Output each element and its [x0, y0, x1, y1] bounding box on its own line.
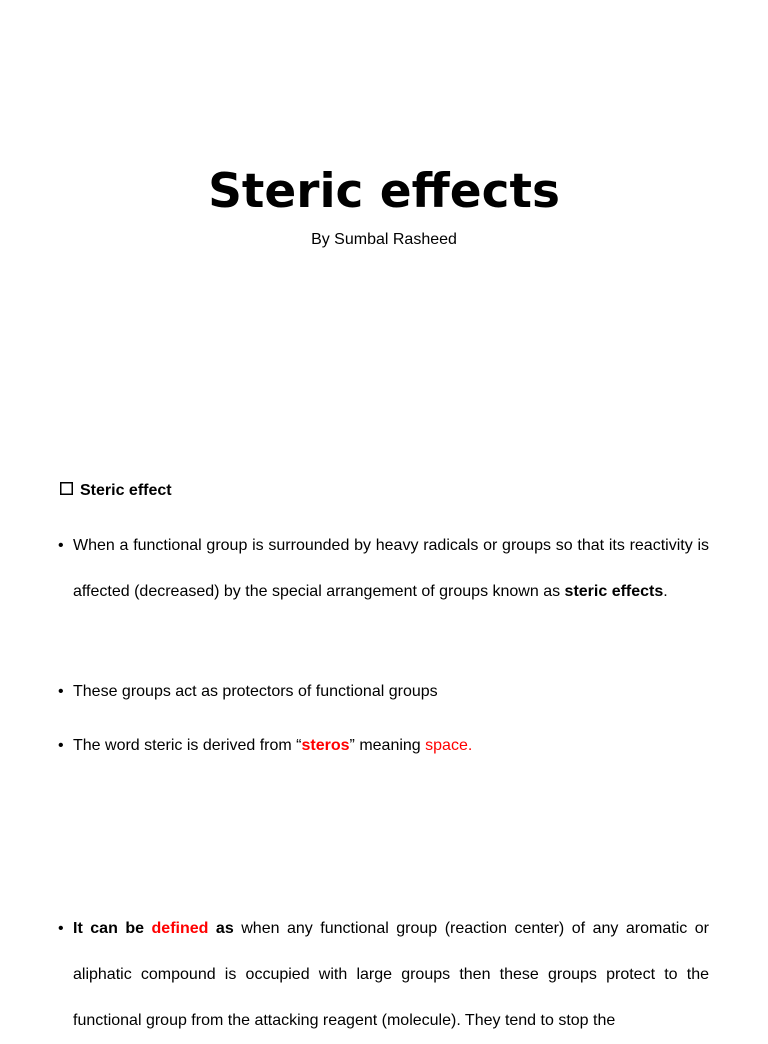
paragraph-text: when any functional group (reaction center) of any aromatic or aliphatic compound is occupied with large groups then these groups protect to the functional group from the attacking reagent (molecule). They tend to stop the [73, 920, 709, 1029]
section-heading-text: Steric effect [80, 482, 172, 499]
bullet-marker: • [58, 537, 64, 554]
bullet-marker: • [58, 683, 64, 700]
highlighted-term: defined [151, 920, 209, 937]
highlighted-term: steros [301, 737, 350, 754]
page-title: Steric effects [208, 164, 560, 219]
checkbox-icon [60, 482, 73, 495]
author-line: By Sumbal Rasheed [311, 231, 457, 248]
section-heading [60, 479, 172, 503]
period: . [663, 583, 668, 600]
bold-term: steric effects [564, 583, 664, 600]
bullet-marker: • [58, 737, 64, 754]
paragraph-etymology [58, 723, 709, 769]
paragraph-protectors [58, 669, 709, 715]
bullet-marker: • [58, 920, 64, 937]
paragraph-text: These groups act as protectors of functional groups [73, 683, 438, 700]
paragraph-text: ” meaning [349, 737, 426, 754]
bold-lead: as [208, 920, 234, 937]
paragraph-text: The word steric is derived from “ [73, 737, 302, 754]
bold-lead: It can be [73, 920, 152, 937]
paragraph-text: When a functional group is surrounded by heavy radicals or groups so that its reactivity is affected (decreased) by the special arrangement of groups known as [73, 537, 709, 600]
paragraph-defined [58, 906, 709, 1044]
paragraph-definition [58, 523, 709, 615]
highlighted-meaning: space. [425, 737, 473, 754]
